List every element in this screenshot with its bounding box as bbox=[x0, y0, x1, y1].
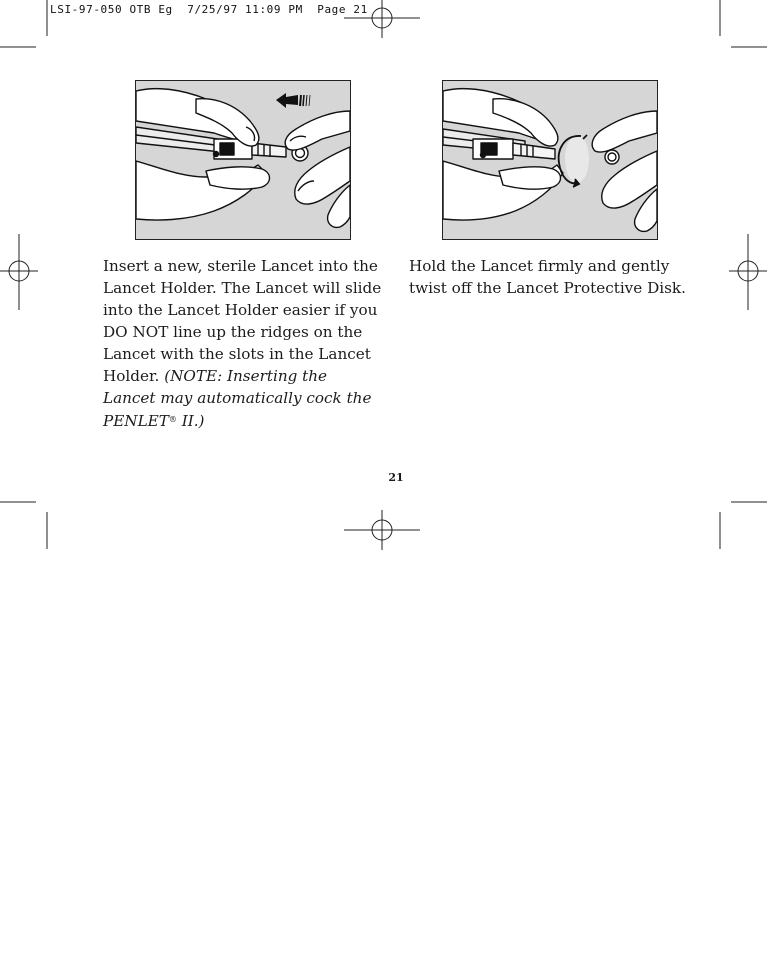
caption-text: Hold the Lancet firmly and gently twist off the Lancet Protective Disk. bbox=[409, 257, 686, 297]
registration-mark-top bbox=[344, 0, 420, 38]
twist-rotation-arrow bbox=[559, 135, 589, 187]
caption-insert-lancet bbox=[103, 255, 383, 432]
registration-mark-left bbox=[0, 234, 38, 310]
page-number: 21 bbox=[388, 471, 404, 484]
registered-mark: ® bbox=[168, 415, 177, 424]
caption-text: Insert a new, sterile Lancet into the Lancet Holder. The Lancet will slide into the Lancet Holder easier if you DO NOT line up the ridges on the Lancet with the slots in the Lancet Holder. bbox=[103, 257, 382, 385]
registration-mark-bottom bbox=[344, 510, 420, 550]
caption-note-text: (NOTE: Inserting the Lancet may automatically cock the PENLET bbox=[103, 367, 372, 430]
print-slug-line: LSI-97-050 OTB Eg 7/25/97 11:09 PM Page 21 bbox=[50, 3, 368, 16]
illustration-twist-disk bbox=[442, 80, 658, 240]
registration-mark-right bbox=[729, 234, 767, 310]
insert-direction-arrow bbox=[276, 93, 310, 108]
caption-twist-disk bbox=[409, 255, 689, 299]
caption-note-end: II.) bbox=[176, 412, 205, 430]
illustration-insert-lancet bbox=[135, 80, 351, 240]
